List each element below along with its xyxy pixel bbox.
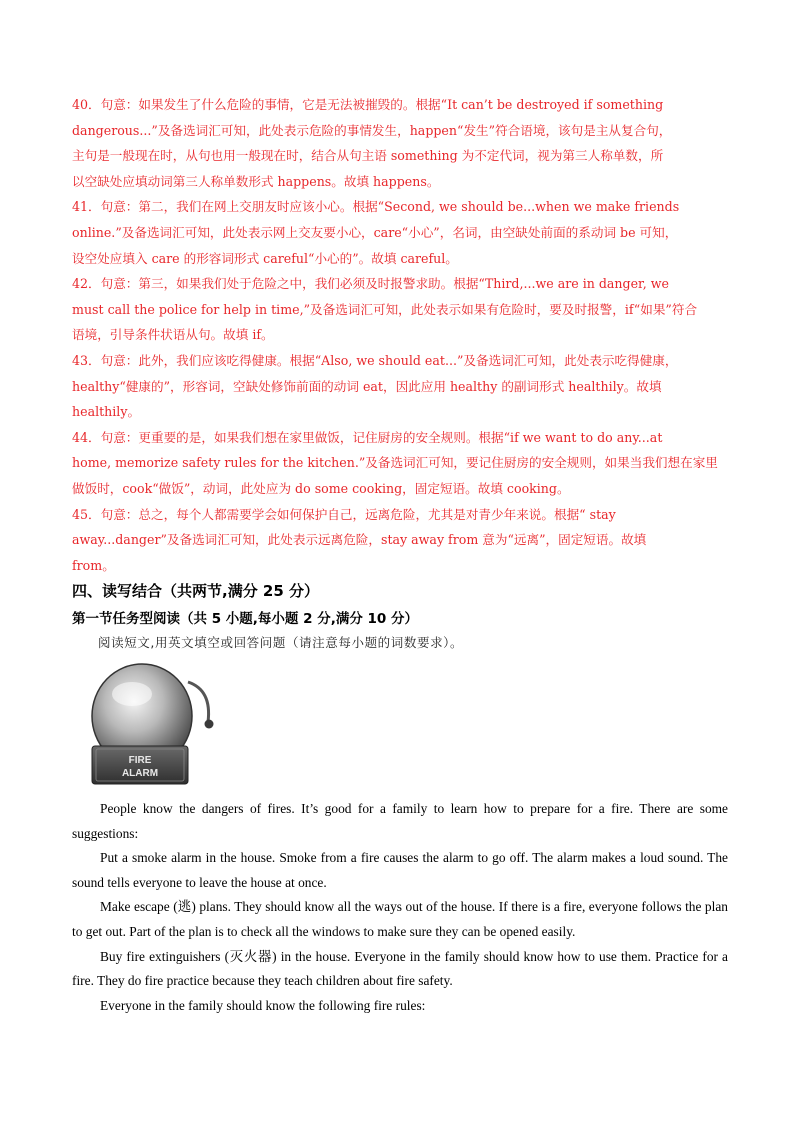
answer-line: 语境，引导条件状语从句。故填 if。	[72, 327, 274, 343]
answer-line: 45．句意：总之，每个人都需要学会如何保护自己，远离危险，尤其是对青少年来说。根据“ stay	[72, 506, 616, 522]
subsection-title: 第一节任务型阅读（共 5 小题,每小题 2 分,满分 10 分）	[72, 611, 419, 627]
alarm-plate-label: ALARM	[121, 768, 159, 779]
answer-q41	[72, 194, 728, 271]
answer-line: 主句是一般现在时，从句也用一般现在时，结合从句主语 something 为不定代词，视为第三人称单数，所	[72, 148, 664, 164]
answer-line: 设空处应填入 care 的形容词形式 careful“小心的”。故填 careful。	[72, 250, 458, 266]
reading-instruction: 阅读短文,用英文填空或回答问题（请注意每小题的词数要求）。	[98, 635, 464, 650]
passage-paragraph: Put a smoke alarm in the house. Smoke from a fire causes the alarm to go off. The alarm makes a loud sound. The sound tells everyone to leave the house at once.	[72, 850, 728, 890]
passage-paragraph: Everyone in the family should know the following fire rules:	[100, 997, 426, 1013]
answer-q43	[72, 348, 728, 425]
answer-line: must call the police for help in time,”及备选词汇可知，此处表示如果有危险时，要及时报警，if“如果”符合	[72, 301, 698, 317]
passage-paragraph: Make escape (逃) plans. They should know all the ways out of the house. If there is a fire, everyone follows the plan to get out. Part of the plan is to check all the windows to make sure they can be opened easily.	[72, 899, 728, 939]
reading-passage	[72, 797, 728, 1018]
answer-line: home, memorize safety rules for the kitchen.”及备选词汇可知，要记住厨房的安全规则，如果当我们想在家里	[72, 455, 718, 471]
answer-line: 43．句意：此外，我们应该吃得健康。根据“Also, we should eat...”及备选词汇可知，此处表示吃得健康，	[72, 352, 678, 368]
answer-line: dangerous...”及备选词汇可知，此处表示危险的事情发生，happen“发生”符合语境，该句是主从复合句，	[72, 122, 672, 138]
answer-line: 41．句意：第二，我们在网上交朋友时应该小心。根据“Second, we should be...when we make friends	[72, 199, 680, 215]
answer-q44	[72, 425, 728, 502]
fire-alarm-bell-icon	[88, 660, 220, 790]
answer-line: 以空缺处应填动词第三人称单数形式 happens。故填 happens。	[72, 173, 440, 189]
answer-q40	[72, 92, 728, 194]
answer-q45	[72, 502, 728, 579]
alarm-plate-label: FIRE	[128, 755, 152, 766]
answer-line: 做饭时，cook“做饭”，动词，此处应为 do some cooking，固定短语。故填 cooking。	[72, 480, 570, 496]
answer-line: 44．句意：更重要的是，如果我们想在家里做饭，记住厨房的安全规则。根据“if we want to do any...at	[72, 429, 663, 445]
passage-paragraph: People know the dangers of fires. It’s good for a family to learn how to prepare for a fire. There are some suggestions:	[72, 801, 728, 841]
answer-line: 40．句意：如果发生了什么危险的事情，它是无法被摧毁的。根据“It can’t be destroyed if something	[72, 97, 664, 112]
passage-paragraph: Buy fire extinguishers (灭火器) in the house. Everyone in the family should know how to use them. Practice for a fire. They do fire practice because they teach children about fire safety.	[72, 948, 728, 989]
answer-line: healthily。	[72, 404, 141, 420]
answer-line: healthy“健康的”，形容词，空缺处修饰前面的动词 eat，因此应用 healthy 的副词形式 healthily。故填	[72, 378, 662, 394]
answer-line: away...danger”及备选词汇可知，此处表示远离危险，stay away from 意为“远离”，固定短语。故填	[72, 532, 647, 548]
answer-q42	[72, 271, 728, 348]
answer-line: from。	[72, 557, 115, 573]
section-title: 四、读写结合（共两节,满分 25 分）	[72, 582, 320, 600]
answer-line: 42．句意：第三，如果我们处于危险之中，我们必须及时报警求助。根据“Third,...we are in danger, we	[72, 276, 669, 292]
answer-explanations	[72, 92, 728, 578]
answer-line: online.”及备选词汇可知，此处表示网上交友要小心，care“小心”，名词，由空缺处前面的系动词 be 可知，	[72, 224, 678, 240]
